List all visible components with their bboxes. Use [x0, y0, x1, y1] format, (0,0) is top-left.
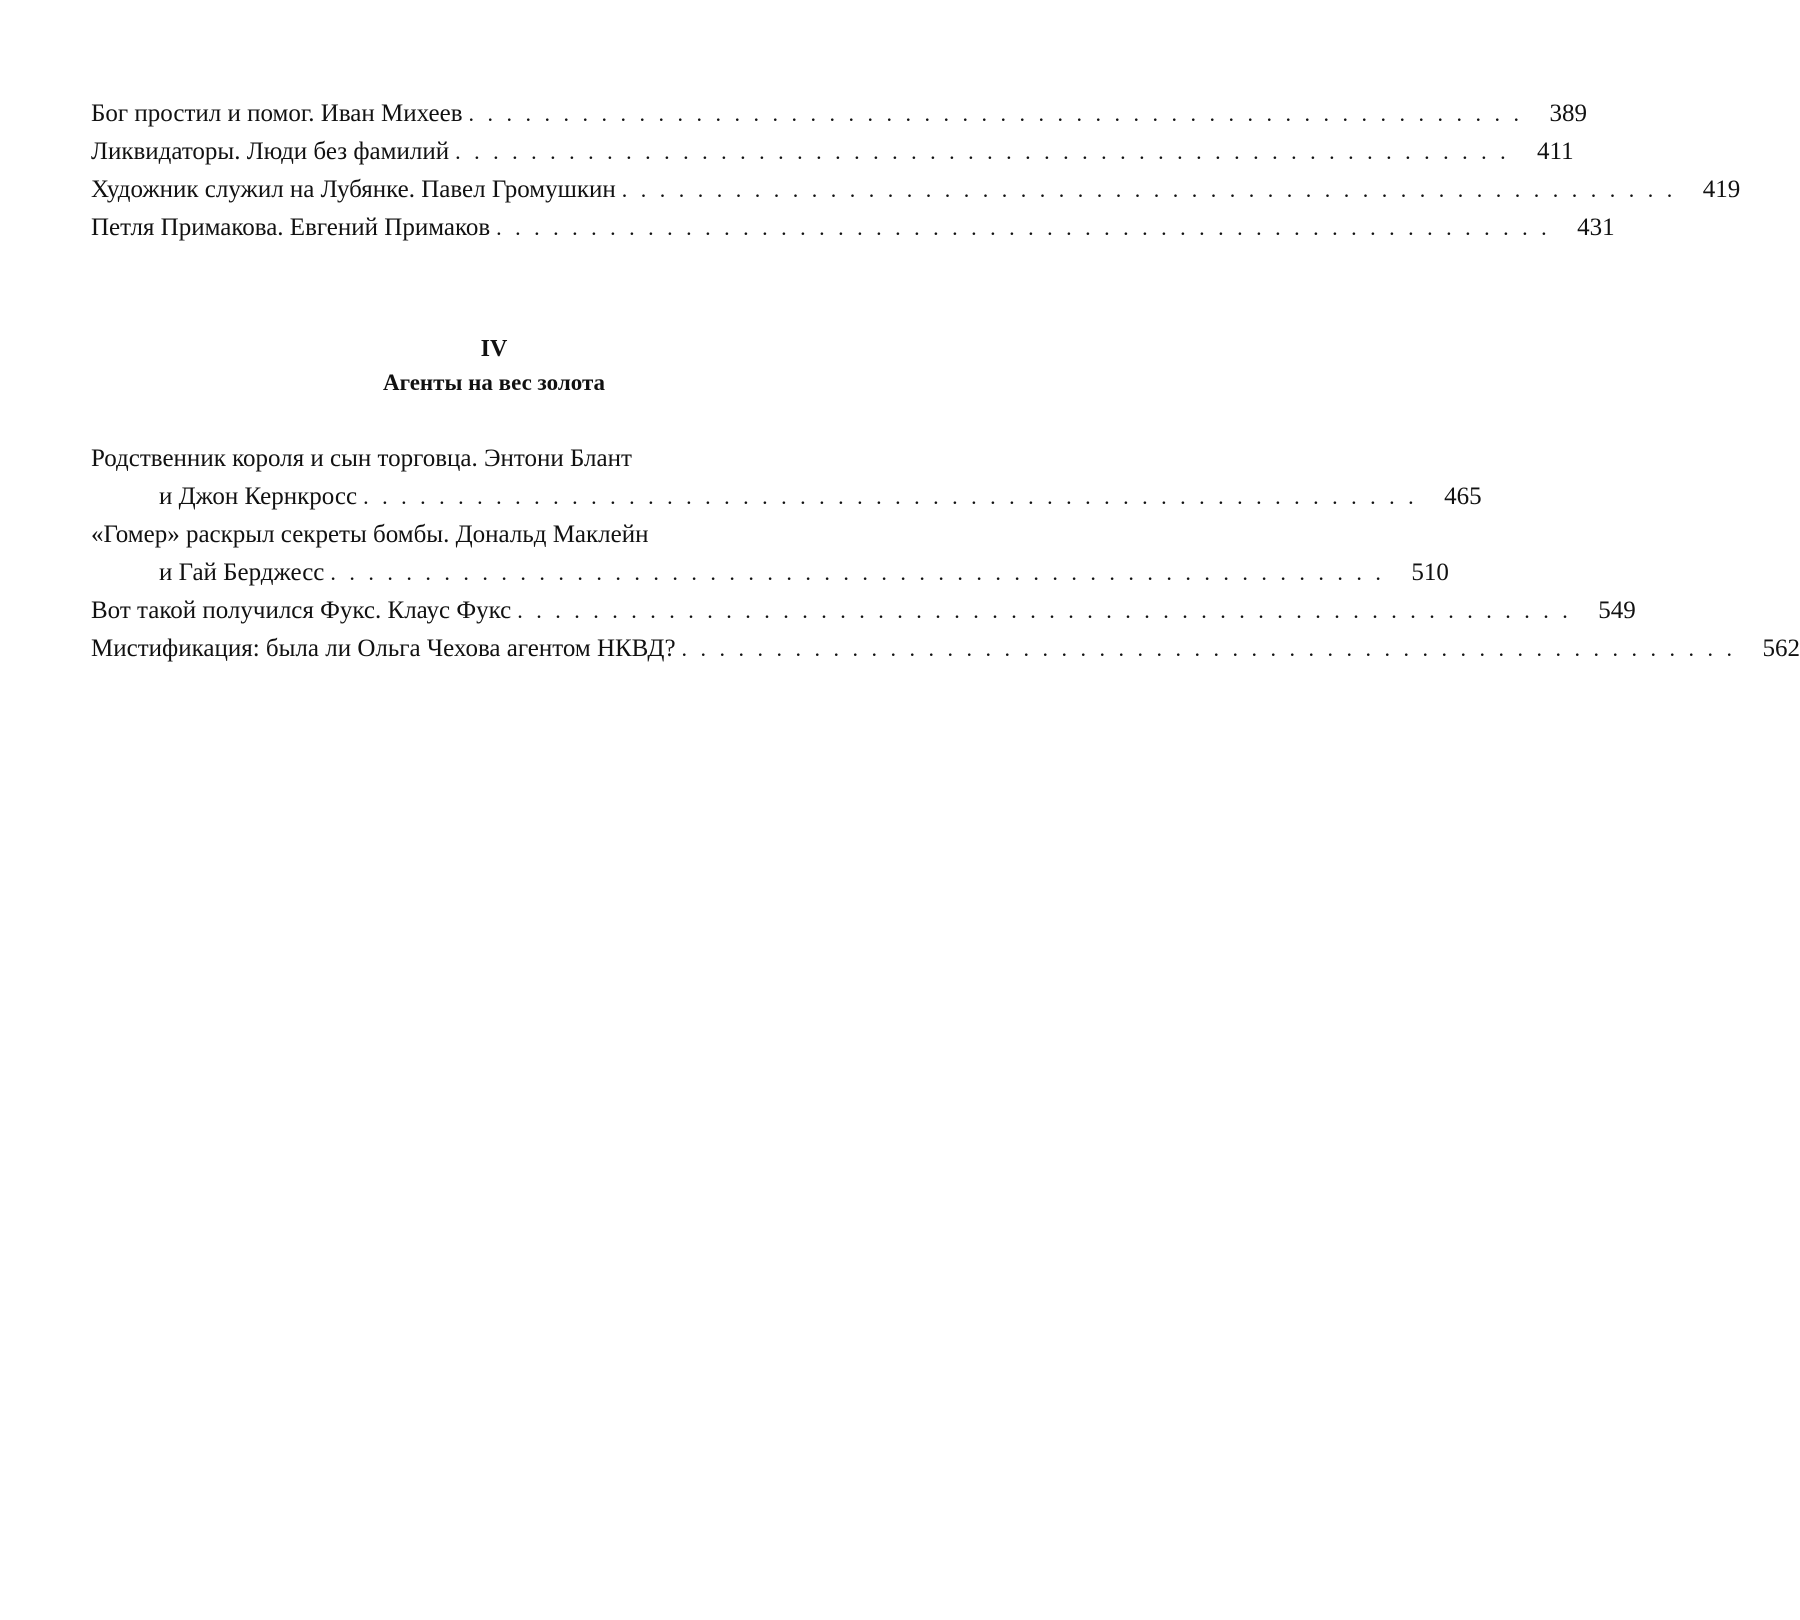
toc-entry — [91, 171, 1741, 209]
toc-entry-title: Мистификация: была ли Ольга Чехова агентом НКВД? — [91, 635, 676, 662]
toc-entry — [91, 630, 1800, 668]
toc-entry-title-line2: и Джон Кернкросс — [159, 483, 358, 510]
toc-entry-page: 562 — [1762, 635, 1800, 662]
toc-entry-title-line1: «Гомер» раскрыл секреты бомбы. Дональд Маклейн — [91, 521, 649, 548]
section-title: Агенты на вес золота — [382, 370, 606, 395]
dot-leader: . . . . . . . . . . . . . . . . . . . . . . . . . . . . . . . . . . . . . . . . . . . . . . . . . . . . . . . . — [517, 598, 1572, 623]
toc-entry-page: 389 — [1549, 100, 1588, 127]
dot-leader: . . . . . . . . . . . . . . . . . . . . . . . . . . . . . . . . . . . . . . . . . . . . . . . . . . . . . . . . — [330, 560, 1385, 585]
toc-list-part-b — [91, 440, 1800, 668]
toc-entry-page: 419 — [1702, 176, 1741, 203]
contents-page — [91, 95, 1800, 668]
toc-entry — [91, 133, 1574, 171]
toc-entry-title: Вот такой получился Фукс. Клаус Фукс — [91, 597, 512, 624]
toc-entry-title: Бог простил и помог. Иван Михеев — [91, 100, 463, 127]
toc-entry-title-line1: Родственник короля и сын торговца. Энтони Блант — [91, 445, 632, 472]
toc-entry-page: 465 — [1444, 483, 1482, 510]
toc-entry-page: 510 — [1411, 559, 1449, 586]
toc-entry — [91, 209, 1615, 247]
toc-entry-page: 431 — [1577, 214, 1615, 241]
dot-leader: . . . . . . . . . . . . . . . . . . . . . . . . . . . . . . . . . . . . . . . . . . . . . . . . . . . . . . . . — [621, 177, 1677, 202]
dot-leader: . . . . . . . . . . . . . . . . . . . . . . . . . . . . . . . . . . . . . . . . . . . . . . . . . . . . . . . . — [468, 101, 1524, 126]
dot-leader: . . . . . . . . . . . . . . . . . . . . . . . . . . . . . . . . . . . . . . . . . . . . . . . . . . . . . . . . — [455, 139, 1510, 164]
toc-entry-title: Художник служил на Лубянке. Павел Громушкин — [91, 176, 616, 203]
toc-entry-page: 549 — [1598, 597, 1636, 624]
toc-entry-title: Петля Примакова. Евгений Примаков — [91, 214, 491, 241]
toc-entry — [91, 478, 1482, 516]
section-numeral: IV — [480, 336, 508, 362]
dot-leader: . . . . . . . . . . . . . . . . . . . . . . . . . . . . . . . . . . . . . . . . . . . . . . . . . . . . . . . . — [681, 636, 1737, 661]
dot-leader: . . . . . . . . . . . . . . . . . . . . . . . . . . . . . . . . . . . . . . . . . . . . . . . . . . . . . . . . — [363, 484, 1418, 509]
toc-entry-multiline — [91, 440, 1482, 516]
toc-list-part-a — [91, 95, 1741, 247]
toc-entry — [91, 95, 1588, 133]
toc-entry-page: 411 — [1537, 138, 1574, 165]
toc-entry-multiline — [91, 516, 1449, 592]
dot-leader: . . . . . . . . . . . . . . . . . . . . . . . . . . . . . . . . . . . . . . . . . . . . . . . . . . . . . . . . — [496, 215, 1551, 240]
toc-entry-title: Ликвидаторы. Люди без фамилий — [91, 138, 450, 165]
toc-entry — [91, 554, 1449, 592]
toc-entry — [91, 592, 1636, 630]
toc-entry-title-line2: и Гай Берджесс — [159, 559, 325, 586]
